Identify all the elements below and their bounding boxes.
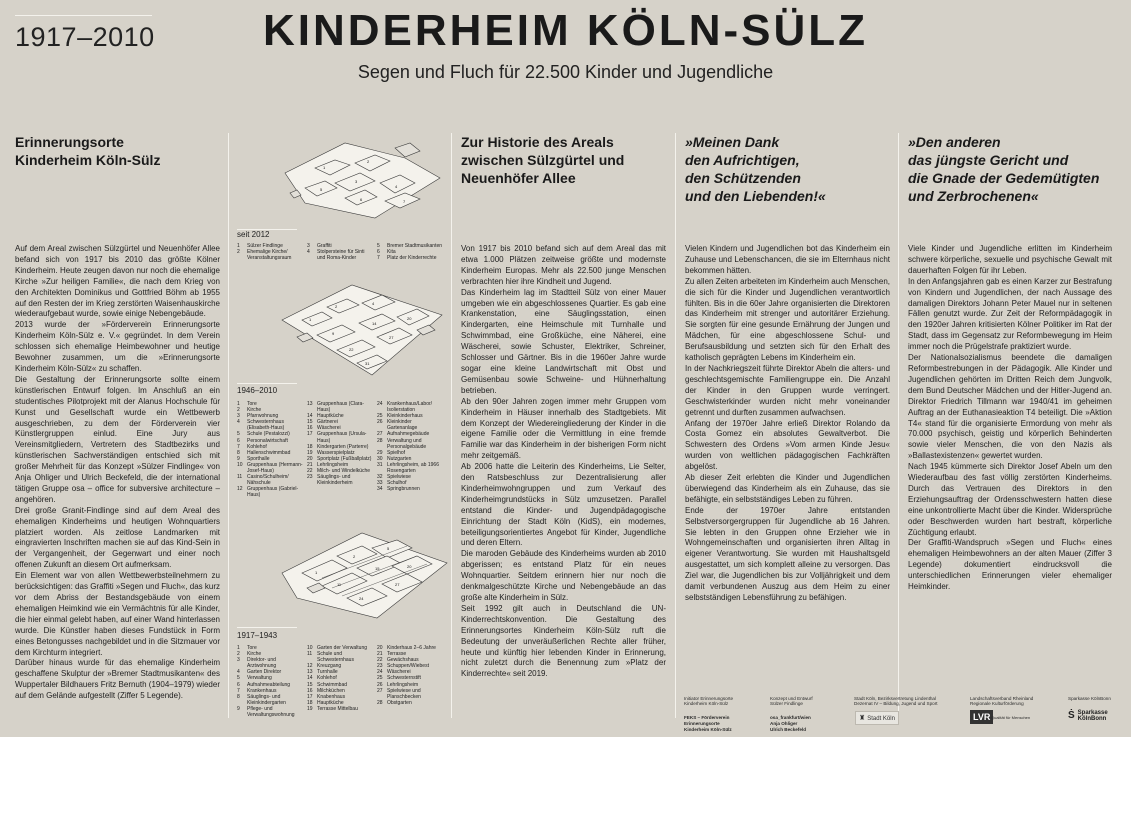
legend-number: 17 (307, 431, 313, 438)
legend-number: 10 (237, 461, 243, 468)
legend-item (307, 431, 373, 443)
legend-number: 28 (377, 699, 383, 706)
legend-label: Krankenhaus/Labor/ Isolierstation (387, 401, 433, 414)
legend-label: Milch- und Windelküche (317, 468, 371, 475)
legend-number: 5 (237, 431, 240, 438)
credits-footer (684, 690, 1124, 730)
legend-item (377, 462, 443, 474)
legend-number: 7 (377, 255, 380, 262)
legend-number: 6 (237, 681, 240, 688)
legend-label: Pfarrwohnung (247, 413, 279, 420)
legend-number: 3 (307, 243, 310, 249)
legend-item (237, 694, 303, 706)
svg-text:2: 2 (353, 554, 356, 559)
legend-label: Gewächshaus (387, 657, 419, 664)
legend-label: Stolpersteine für Sinti und Roma-Kinder (317, 249, 365, 262)
legend-number: 4 (237, 669, 240, 676)
legend-label: Personalwirtschaft (247, 437, 288, 444)
legend-number: 27 (377, 431, 383, 438)
legend-number: 7 (237, 687, 240, 694)
svg-text:1: 1 (323, 165, 326, 170)
legend-number: 13 (307, 401, 313, 407)
legend-item (377, 438, 443, 450)
svg-text:7: 7 (403, 199, 406, 204)
legend-column (377, 243, 443, 261)
column-body-text: Vielen Kindern und Jugendlichen bot das Kinderheim ein Zuhause und Lebenschancen, die sie im Elternhaus nicht bekommen hätten. Zu allen Zeiten arbeiteten im Kinderheim auch Menschen, die sich für die Kinder und Jugendlichen verantwortlich fühlten. Bis in die 60er Jahre organisierten die Direktoren das Kinderheim mit strenger und autoritärer Erziehung. Sie sorgten für eine gesunde Ernährung der Jungen und Mädchen, für eine abgeschlossene Schul- und Berufsausbildung und setzten sich für den Erhalt des katholisch geprägten Lebens im Kinderheim ein. In der Nachkriegszeit führte Direktor Abeln die alters- und geschlechtsgemischte Familiengruppe ein. Die Anzahl der Kinder in den Gruppen wurde verringert. Geschwisterkinder wurden nicht mehr voneinander getrennt und durften zusammen aufwachsen. Anfang der 1970er Jahre erließ Direktor Rolando da Costa Gomez ein absolutes Gewaltverbot. Die Schwestern des Ordens »Vom armen Kinde Jesu« wurden von weltlichen pädagogischen Fachkräften abgelöst. Ab dieser Zeit erlebten die Kinder und Jugendlichen überwiegend das Kinderheim als ein Zuhause, das sie befähigte, ein selbstständiges Leben zu führen. Ende der 1970er Jahre entstanden Selbstversorgergruppen für Jugendliche ab 16 Jahren. Sie lebten in den Gruppen ohne Erzieher wie in Wohngemeinschaften und organisierten ihren Alltag in eigener Verantwortung. Sie wurden mit Haushaltsgeld ausgestattet, um sich komplett alleine zu versorgen. Das Ziel war, die Jugendlichen bis zur Volljährigkeit und dem damit verbundenen Auszug aus dem Heim zu einer selbstständigen Lebensführung zu befähigen. (685, 244, 890, 602)
svg-text:24: 24 (359, 596, 364, 601)
legend-label: Sporthalle (247, 455, 270, 462)
column-divider (451, 133, 452, 718)
svg-text:31: 31 (365, 361, 370, 366)
legend-number: 9 (237, 705, 240, 712)
svg-text:4: 4 (395, 184, 398, 189)
years-label: 1917–2010 (15, 22, 155, 52)
legend-item (307, 249, 373, 261)
map-label-1917-1943: 1917–1943 (237, 631, 278, 640)
legend-column (377, 401, 443, 492)
legend-number: 2 (237, 407, 240, 414)
svg-text:5: 5 (320, 187, 323, 192)
credit-role: Konzept und Entwurf Sülzer Findlinge (770, 695, 813, 707)
legend-number: 15 (307, 681, 313, 688)
legend-number: 1 (237, 401, 240, 407)
legend-label: Ehemalige Kirche/ Veranstaltungsraum (247, 249, 292, 262)
legend-label: Tore (247, 401, 257, 407)
legend-item (237, 474, 303, 486)
legend-number: 12 (307, 663, 313, 670)
legend-number: 26 (377, 419, 383, 426)
sparkasse-s-icon: Ṡ (1068, 710, 1075, 721)
svg-text:2: 2 (335, 304, 338, 309)
legend-number: 18 (307, 443, 313, 450)
legend-label: Schwesternstift (387, 675, 421, 682)
legend-label: Hauptküche (317, 413, 344, 420)
legend-number: 20 (377, 645, 383, 651)
legend-number: 12 (237, 486, 243, 493)
legend-number: 23 (307, 474, 313, 481)
legend-number: 11 (307, 651, 313, 658)
credit-role: Sparkasse KölnBonn (1068, 695, 1111, 701)
column-divider (898, 133, 899, 718)
poster-title: KINDERHEIM KÖLN-SÜLZ (262, 6, 869, 55)
legend-label: Direktor- und Arztwohnung (247, 657, 277, 670)
legend-item (307, 706, 373, 712)
legend-column (237, 401, 303, 499)
legend-number: 3 (237, 413, 240, 420)
legend-label: Knabenhaus (317, 693, 346, 700)
legend-label: Krankenhaus (247, 687, 277, 694)
legend-label: Obstgarten (387, 699, 412, 706)
legend-label: Aufnahmeabteilung (247, 681, 291, 688)
map-legend-1917-1943 (237, 645, 447, 719)
legend-number: 3 (237, 657, 240, 664)
legend-number: 19 (307, 705, 313, 712)
legend-number: 8 (237, 693, 240, 700)
legend-number: 20 (307, 455, 313, 462)
legend-label: Schulhof (387, 480, 407, 487)
legend-number: 16 (307, 687, 313, 694)
svg-text:15: 15 (375, 566, 380, 571)
sparkasse-logo (1068, 710, 1108, 722)
legend-number: 22 (377, 657, 383, 664)
map-legend-2012 (237, 243, 442, 273)
svg-text:20: 20 (407, 564, 412, 569)
column-body-text: Von 1917 bis 2010 befand sich auf dem Areal das mit etwa 1.000 Plätzen zeitweise größte und modernste Kinderheim Europas. Mehr als 22.500 junge Menschen verbrachten hier ihre Kindheit und Jugend. Das Kinderheim lag im Stadtteil Sülz von einer Mauer umgeben wie ein abgeschlossenes Quartier. Es gab eine Krankenstation, eine Säuglingsstation, einen Kindergarten, eine Heimschule mit Turnhalle und Schwimmbad, eine Großküche, eine Näherei, eine Wäscherei, sowie Schuster, Elektriker, Schreiner, Schlosser und Gärtner. Bis in die 1960er Jahre wurde sogar eine kleine Landwirtschaft mit Obst und Gemüsenbau sowie Schweine- und Hühnerhaltung betrieben. Ab den 90er Jahren zogen immer mehr Gruppen vom Kinderheim in Häuser innerhalb des Stadtgebiets. Mit dem Konzept der Wiedereingliederung der Kinder in die eigene Familie oder die Vermittlung in eine fremde Familie war das Kinderheim in der bisherigen Form nicht mehr zeitgemäß. Ab 2006 hatte die Leiterin des Kinderheims, Lie Selter, den Ratsbeschluss zur Dezentralisierung aller Kinderheimwohngruppen und zum Verkauf des Kinderheimgrundstücks in Sülz umzusetzen. Parallel entstand die Kinder- und Jugendpädagogische Einrichtung der Stadt Köln (KidS), ein modernes, beteiligungsorientiertes Angebot für Kinder, Jugendliche und deren Eltern. Die maroden Gebäude des Kinderheims wurden ab 2010 abgerissen; es entstand Platz für ein neues Wohnquartier. Seitdem erinnern hier nur noch die denkmalgeschützte Kirche und Nebengebäude an das große alte Kinderheim in Sülz. Seit 1992 gilt auch in Deutschland die UN-Kinderrechtskonvention. Die Gestaltung des Erinnerungsortes Kinderheim Köln-Sülz ruft die Bedeutung der unveräußerlichen Rechte aller früher, heute und künftig hier lebenden Kinder in Erinnerung, nicht zuletzt durch die Benennung zum »Platz der Kinderrechte« seit 2019. (461, 244, 666, 679)
svg-text:11: 11 (337, 582, 342, 587)
map-label-rule (237, 627, 297, 628)
legend-column (237, 645, 303, 718)
legend-item (237, 419, 303, 431)
legend-label: Kirche (247, 407, 262, 414)
map-legend-1946-2010 (237, 401, 447, 511)
credit-name: FEKS – Förderverein Erinnerungsorte Kinderheim Köln-Sülz (684, 715, 732, 732)
legend-item (237, 657, 303, 669)
legend-number: 17 (307, 693, 313, 700)
legend-number: 11 (237, 474, 243, 481)
legend-label: Lehrlingsheim (387, 681, 419, 688)
legend-number: 13 (307, 669, 313, 676)
svg-text:27: 27 (389, 335, 394, 340)
credit-concept (770, 690, 850, 737)
column-body-text: Viele Kinder und Jugendliche erlitten im Kinderheim schwere körperliche, sexuelle und psychische Gewalt mit dauerhaften Folgen für ihr Leben. In den Anfangsjahren gab es einen Karzer zur Bestrafung von Kindern und Jugendlichen, der nach Aussage des damaligen Direktors Johann Peter Mauel nur in seltenen Fällen genutzt wurde. Zur Zeit der Reformpädagogik in den 1920er Jahren kritisierten Kölner Politiker im Rat der Stadt, dass im Gegensatz zur Reformbewegung im Heim immer noch die Prügelstrafe praktiziert wurde. Der Nationalsozialismus beendete die damaligen Reformbestrebungen in der Pädagogik. Alle Kinder und Jugendlichen gehörten im Dritten Reich dem Jungvolk, dem Bund Deutscher Mädchen und der Hitler-Jugend an. Direktor Friedrich Tillmann war 1940/41 im geheimen Auftrag an der Euthanasieaktion T4 beteiligt. Die »Aktion T4« stand für die organisierte Ermordung von mehr als 70.000 psychisch, geistig und körperlich Behinderten sowie vieler Menschen, die von den Nazis als »Ballastexistenzen« gewertet wurden. Nach 1945 kümmerte sich Direktor Josef Abeln um den Wiederaufbau des fast völlig zerstörten Kinderheims. Durch das Vertrauen des Direktors in den Erziehungsauftrag der Ordensschwestern hatten diese eine unkontrollierte Macht über die Kinder. Widersprüche oder Beschwerden wurden hart bestraft, körperliche Züchtigung erlaubt. Der Graffiti-Wandspruch »Segen und Fluch« eines ehemaligen Heimbewohners an der alten Mauer (Ziffer 3 Legende) dokumentiert eindrucksvoll die unterschiedlichen Erinnerungen vieler ehemaliger Heimkinder. (908, 244, 1112, 592)
legend-item (307, 474, 373, 486)
column-heading: Erinnerungsorte Kinderheim Köln-Sülz (15, 134, 161, 168)
legend-label: Schule (Pestalozzi) (247, 431, 290, 438)
legend-label: Milchküchen (317, 687, 345, 694)
legend-number: 7 (237, 443, 240, 450)
map-label-2012: seit 2012 (237, 230, 270, 239)
legend-number: 6 (237, 437, 240, 444)
svg-text:2: 2 (367, 159, 370, 164)
credit-city (854, 690, 962, 712)
legend-item (237, 462, 303, 474)
legend-number: 14 (307, 413, 313, 420)
legend-column (307, 401, 373, 486)
svg-text:22: 22 (349, 347, 354, 352)
legend-number: 1 (237, 645, 240, 651)
legend-label: Hallenschwimmbad (247, 449, 291, 456)
legend-label: Sülzer Findlinge (247, 243, 283, 249)
legend-label: Spielwiese und Planschbecken (387, 687, 421, 700)
legend-number: 1 (237, 243, 240, 249)
legend-item (377, 688, 443, 700)
legend-item (377, 255, 443, 261)
svg-text:3: 3 (355, 179, 358, 184)
legend-label: Kreuzgang (317, 663, 342, 670)
legend-number: 32 (377, 474, 383, 481)
map-label-1946-2010: 1946–2010 (237, 386, 278, 395)
credit-role: Stadt Köln, Bezirksvertretung Lindenthal Dezernat IV – Bildung, Jugend und Sport (854, 695, 938, 707)
legend-label: Terrasse (387, 651, 407, 658)
legend-label: Bremer Stadtmusikanten (387, 243, 443, 249)
legend-item (307, 401, 373, 413)
legend-number: 2 (237, 249, 240, 256)
legend-label: Kohlehof (317, 675, 337, 682)
legend-number: 21 (377, 651, 383, 658)
legend-label: Wasserspielplatz (317, 449, 355, 456)
legend-number: 15 (307, 419, 313, 426)
legend-label: Lehrlingsheim, ab 1966 Rosengarten (387, 461, 439, 475)
svg-text:5: 5 (387, 546, 390, 551)
legend-label: Spielwiese (387, 474, 411, 481)
credit-initiator (684, 690, 766, 737)
svg-text:4: 4 (372, 301, 375, 306)
legend-label: Garten Direktor (247, 669, 282, 676)
credit-sparkasse (1068, 690, 1124, 707)
legend-label: Graffiti (317, 243, 332, 249)
legend-label: Kleinkinder Gartenanlage (387, 419, 418, 432)
legend-number: 14 (307, 675, 313, 682)
legend-label: Gruppenhaus (Ursula-Haus) (317, 431, 367, 444)
legend-label: Kohlehof (247, 443, 267, 450)
site-map-1917-1943 (277, 518, 452, 623)
legend-number: 31 (377, 461, 383, 468)
column-area-history (461, 133, 666, 187)
legend-label: Schwimmbad (317, 681, 348, 688)
legend-number: 25 (377, 675, 383, 682)
legend-label: Kleinkinderhaus (387, 413, 423, 420)
legend-label: Kindergarten (Parterre) (317, 443, 369, 450)
legend-label: Spielhof (387, 449, 406, 456)
site-map-2012 (275, 133, 445, 228)
legend-number: 24 (377, 401, 383, 407)
legend-label: Casino/Schulheim/ Nähschule (247, 474, 289, 487)
legend-label: Garten der Verwaltung (317, 645, 368, 651)
credit-name: osa_frankfurt/wien Anja Ohliger Ulrich Beckefeld (770, 715, 811, 732)
legend-number: 22 (307, 468, 313, 475)
site-map-1946-2010 (277, 275, 447, 380)
column-judgement (908, 133, 1113, 205)
legend-number: 6 (377, 249, 380, 256)
column-divider (675, 133, 676, 718)
legend-label: Pflege- und Verwaltungswohnung (247, 705, 295, 719)
legend-label: Gruppenhaus (Hermann-Josef-Haus) (247, 461, 303, 475)
legend-label: Hauptküche (317, 699, 344, 706)
column-site-maps (237, 133, 447, 718)
legend-number: 30 (377, 455, 383, 462)
lvr-tagline: Qualität für Menschen (991, 715, 1031, 720)
logo-text: Stadt Köln (867, 716, 895, 722)
legend-label: Säuglings- und Kleinkinderheim (317, 474, 353, 487)
svg-text:6: 6 (360, 197, 363, 202)
column-heading: »Meinen Dank den Aufrichtigen, den Schützenden und den Liebenden!« (685, 134, 826, 204)
poster-subtitle: Segen und Fluch für 22.500 Kinder und Jugendliche (357, 62, 774, 82)
legend-number: 28 (377, 437, 383, 444)
legend-label: Gruppenhaus (Gabriel-Haus) (247, 486, 299, 499)
svg-text:9: 9 (332, 331, 335, 336)
legend-label: Wäscherei (317, 425, 341, 432)
legend-number: 19 (307, 449, 313, 456)
legend-number: 9 (237, 455, 240, 462)
legend-number: 5 (237, 675, 240, 682)
legend-label: Sportplatz (Fußballplatz) (317, 455, 372, 462)
legend-label: Wäscherei (387, 669, 411, 676)
legend-label: Lehrlingsheim (317, 461, 349, 468)
legend-label: Verwaltung und Personalgebäude (387, 437, 427, 450)
legend-number: 27 (377, 687, 383, 694)
legend-number: 5 (377, 243, 380, 249)
legend-item (377, 401, 443, 413)
credit-role: Initiator Erinnerungsorte Kinderheim Köln-Sülz (684, 695, 734, 707)
legend-column (307, 645, 373, 712)
legend-label: Aufnahmegebäude (387, 431, 430, 438)
legend-number: 29 (377, 449, 383, 456)
credit-role: Landschaftsverband Rheinland Regionale Kulturförderung (970, 695, 1034, 707)
legend-label: Kita (387, 249, 396, 256)
logo-text: Sparkasse KölnBonn (1077, 710, 1108, 722)
legend-item (237, 486, 303, 498)
legend-number: 8 (237, 449, 240, 456)
legend-column (377, 645, 443, 706)
legend-number: 4 (237, 419, 240, 426)
column-divider (228, 133, 229, 718)
legend-label: Gärtnerei (317, 419, 338, 426)
column-memorial-sites (15, 133, 220, 169)
legend-label: Schuppen/Wiebest (387, 663, 429, 670)
legend-number: 34 (377, 486, 383, 493)
legend-label: Springbrunnen (387, 486, 420, 493)
legend-number: 33 (377, 480, 383, 487)
map-label-rule (237, 383, 297, 384)
legend-number: 4 (307, 249, 310, 256)
legend-label: Terrasse Mittelbau (317, 705, 358, 712)
stadt-koeln-logo: ♜ Stadt Köln (855, 711, 899, 725)
svg-text:14: 14 (372, 321, 377, 326)
legend-number: 24 (377, 669, 383, 676)
legend-number: 25 (377, 413, 383, 420)
svg-text:1: 1 (309, 317, 312, 322)
svg-text:1: 1 (315, 570, 318, 575)
legend-label: Nutzgarten (387, 455, 412, 462)
legend-item (237, 706, 303, 718)
legend-label: Verwaltung (247, 675, 272, 682)
column-heading: Zur Historie des Areals zwischen Sülzgürtel und Neuenhöfer Allee (461, 134, 625, 186)
legend-label: Platz der Kinderrechte (387, 255, 437, 262)
legend-label: Schule und Schwesternhaus (317, 651, 354, 664)
legend-number: 18 (307, 699, 313, 706)
legend-label: Säuglings- und Kleinkindergarten (247, 693, 286, 706)
svg-text:20: 20 (407, 316, 412, 321)
legend-item (377, 486, 443, 492)
legend-label: Schwesternhaus (Elisabeth-Haus) (247, 419, 285, 432)
legend-item (307, 651, 373, 663)
legend-number: 10 (307, 645, 313, 651)
legend-number: 2 (237, 651, 240, 658)
legend-item (237, 249, 303, 261)
legend-number: 21 (307, 461, 313, 468)
lvr-logo: LVR (970, 710, 993, 724)
legend-number: 26 (377, 681, 383, 688)
legend-number: 16 (307, 425, 313, 432)
svg-text:27: 27 (395, 582, 400, 587)
legend-label: Tore (247, 645, 257, 651)
column-heading: »Den anderen das jüngste Gericht und die Gnade der Gedemütigten und Zerbrochenen« (908, 134, 1100, 204)
legend-column (237, 243, 303, 261)
column-gratitude (685, 133, 890, 205)
legend-number: 23 (377, 663, 383, 670)
legend-item (377, 419, 443, 431)
legend-label: Kinderhaus 2–6 Jahre (387, 645, 436, 651)
column-body-text: Auf dem Areal zwischen Sülzgürtel und Neuenhöfer Allee befand sich von 1917 bis 2010 das größte Kölner Kinderheim. Heute zeugen davon nur noch die ehemalige Kirche »Zur heiligen Familie«, die nach dem Krieg von den Architekten Dominikus und Gottfried Böhm ab 1955 auf den Resten der im Krieg zerstörten Waisenhauskirche wiederaufgebaut wurde, sowie einige Nebengebäude. 2013 wurde der »Förderverein Erinnerungsorte Kinderheim Köln-Sülz e. V.« gegründet. In dem Verein schlossen sich ehemalige Heimbewohner und heutige Bewohner zusammen, um die »Erinnerungsorte Kinderheim Köln-Sülz« zu schaffen. Die Gestaltung der Erinnerungsorte sollte einem künstlerischen Entwurf folgen. Im Anschluß an ein studentisches Pilotprojekt mit der Alanus Hochschule für Kunst und Gesellschaft wurde ein Wettbewerb ausgeschrieben, zu dem der Förderverein vier Künstlergruppen einlud. Eine Jury aus Vereinsmitgliedern, Vertretern des Stadtbezirks und künstlerischen Sachverständigen entschied sich mit großer Mehrheit für das Konzept »Sülzer Findlinge« von Anja Ohliger und Ulrich Beckefeld, die der international tätigen Gruppe osa – office for subversive architecture – angehören. Drei große Granit-Findlinge sind auf dem Areal des ehemaligen Kinderheims und heutigen Wohnquartiers platziert worden. Als zeitlose Landmarken mit eingravierten Inschriften machen sie auf das Kind-Sein in der Vergangenheit, der Gegenwart und einer noch offenen Zukunft an diesem Ort aufmerksam. Ein Element war von allen Wettbewerbsteilnehmern zu berücksichtigen: das Graffiti »Segen und Fluch«, das kurz vor dem Abriss der Bestandsgebäude von einem ehemaligen Heimkind wie ein Vermächtnis für alle Kinder, die hier einmal gelebt haben, auf einer Wand hinterlassen wurde. Die Künstler haben dieses Fundstück in Form eines Betongusses nachgebildet und in die Sitzmauer vor dem Kirchturm integriert. Darüber hinaus wurde für das ehemalige Kinderheim geschaffene Skulptur der »Bremer Stadtmusikanten« des Wuppertaler Bildhauers Fritz Bernuth (1904–1979) wieder auf dem Gelände aufgestellt (Ziffer 5 Legende). (15, 244, 220, 701)
legend-item (377, 700, 443, 706)
legend-label: Kirche (247, 651, 262, 658)
legend-column (307, 243, 373, 261)
legend-label: Turnhalle (317, 669, 338, 676)
legend-label: Gruppenhaus (Clara-Haus) (317, 401, 364, 414)
